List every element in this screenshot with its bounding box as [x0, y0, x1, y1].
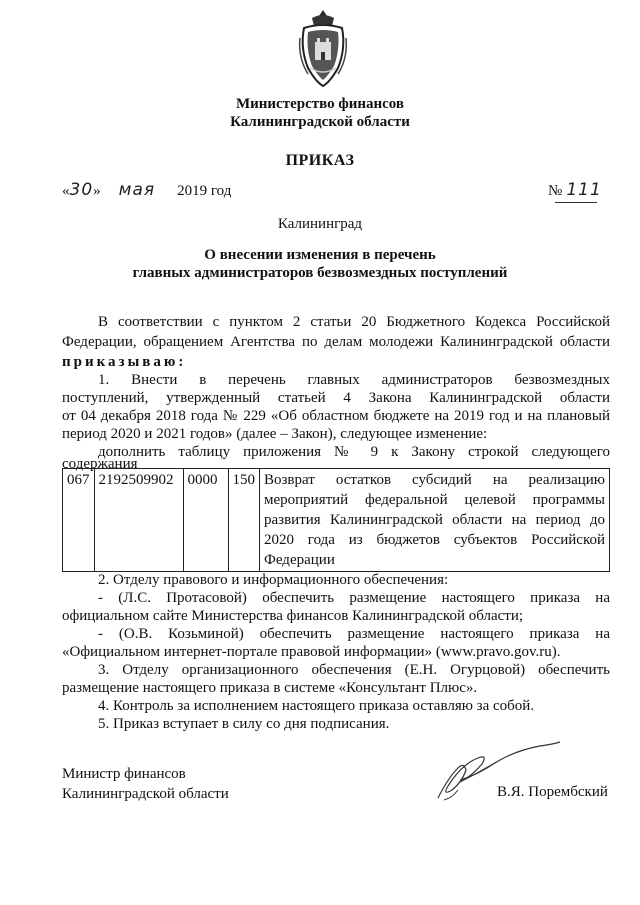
date-month: мая [118, 180, 156, 200]
order-word: приказываю: [62, 354, 187, 370]
date-year: 2019 год [177, 183, 232, 199]
number-value: 111 [566, 180, 602, 200]
number-label: № [548, 183, 563, 199]
preamble-line2: Федерации, обращением Агентства по делам молодежи Калининградской области [62, 334, 610, 350]
table-cell-class-code: 150 [228, 469, 260, 572]
item5: 5. Приказ вступает в силу со дня подписания. [98, 716, 390, 732]
table-row [63, 469, 610, 572]
date-open-quote: « [62, 183, 70, 199]
subject-line2: главных администраторов безвозмездных поступлений [132, 265, 508, 281]
item2b-line1: - (О.В. Козьминой) обеспечить размещение настоящего приказа на [98, 626, 610, 642]
p1-line3: от 04 декабря 2018 года № 229 «Об областном бюджете на 2019 год и на плановый [62, 408, 610, 424]
org-name-line1: Министерство финансов [235, 96, 405, 112]
item2: 2. Отделу правового и информационного обеспечения: [98, 572, 449, 588]
org-name-line2: Калининградской области [230, 114, 410, 130]
p1-line6: содержания [62, 456, 138, 472]
table-cell-admin-code: 067 [63, 469, 95, 572]
p1-line5: дополнить таблицу приложения № 9 к Закону строкой следующего [98, 444, 610, 460]
document-date [62, 180, 231, 200]
item3-line2: размещение настоящего приказа в системе «Консультант Плюс». [62, 680, 478, 696]
preamble-line1: В соответствии с пунктом 2 статьи 20 Бюджетного Кодекса Российской [98, 314, 610, 330]
signatory-position-line1: Министр финансов [62, 766, 186, 782]
administrators-table [62, 468, 610, 572]
signatory-name: В.Я. Порембский [497, 784, 608, 800]
number-underline [555, 202, 597, 203]
subject-line1: О внесении изменения в перечень [204, 247, 436, 263]
item2a-line2: официальном сайте Министерства финансов Калининградской области; [62, 608, 524, 624]
table-cell-description: Возврат остатков субсидий на реализацию мероприятий федеральной целевой программы развития Калининградской области на период до 2020 года из бюджетов субъектов Российской Федерации [260, 469, 610, 572]
p1-line2: поступлений, утвержденный статьей 4 Закона Калининградской области [62, 390, 610, 406]
date-day: 30 [69, 180, 94, 200]
document-type: ПРИКАЗ [285, 152, 355, 169]
signatory-position [62, 764, 229, 804]
p1-line1: 1. Внести в перечень главных администраторов безвозмездных [98, 372, 610, 388]
document-number [548, 180, 602, 200]
table-cell-income-code: 2192509902 [94, 469, 183, 572]
coat-of-arms-emblem [298, 8, 348, 90]
item2a-line1: - (Л.С. Протасовой) обеспечить размещение настоящего приказа на [98, 590, 610, 606]
table-cell-program-code: 0000 [183, 469, 228, 572]
signatory-position-line2: Калининградской области [62, 786, 229, 802]
item2b-line2: «Официальном интернет-портале правовой информации» (www.pravo.gov.ru). [62, 644, 561, 660]
item4: 4. Контроль за исполнением настоящего приказа оставляю за собой. [98, 698, 535, 714]
p1-line4: период 2020 и 2021 годов» (далее – Закон), следующее изменение: [62, 426, 488, 442]
city-name: Калининград [277, 216, 363, 232]
date-close-quote: » [93, 183, 101, 199]
item3-line1: 3. Отделу организационного обеспечения (Е.Н. Огурцовой) обеспечить [98, 662, 610, 678]
